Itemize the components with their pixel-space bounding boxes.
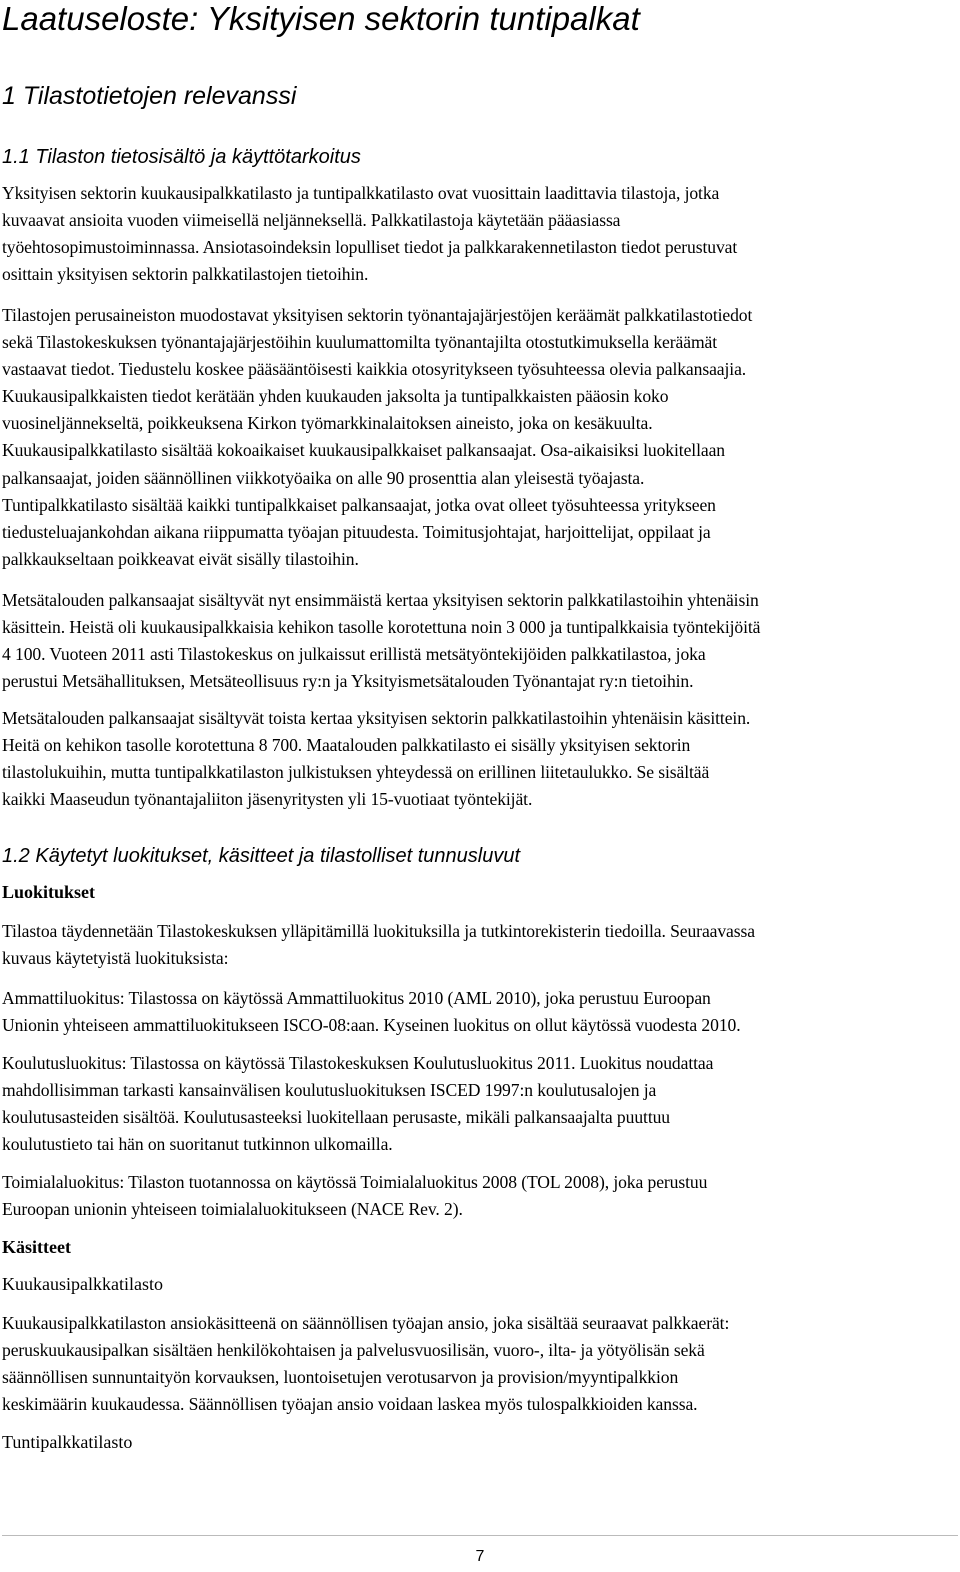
paragraph [2,918,958,972]
text-line: Koulutusluokitus: Tilastossa on käytössä Tilastokeskuksen Koulutusluokitus 2011. Luokitus noudattaa [2,1053,714,1073]
text-line: kuvaus käytetyistä luokituksista: [2,948,229,969]
text-line: Tuntipalkkatilasto sisältää kaikki tuntipalkkaiset palkansaajat, jotka ovat olleet työsuhteessa yritykseen [2,494,716,515]
text-line: Ammattiluokitus: Tilastossa on käytössä Ammattiluokitus 2010 (AML 2010), joka perustuu Euroopan [2,988,711,1008]
paragraph [2,180,958,288]
text-line: Kuukausipalkkaisten tiedot kerätään yhden kuukauden jaksolta ja tuntipalkkaisten pääosin koko [2,386,669,407]
text-line: palkkaukseltaan poikkeavat eivät sisälly tilastoihin. [2,548,359,569]
text-line: kaikki Maaseudun työnantajaliiton jäsenyritysten yli 15-vuotiaat työntekijät. [2,789,533,810]
paragraph [2,985,958,1039]
paragraph [2,1310,958,1418]
heading-luokitukset: Luokitukset [2,882,96,902]
paragraph [2,302,958,573]
paragraph [2,587,958,695]
text-line: Metsätalouden palkansaajat sisältyvät nyt ensimmäistä kertaa yksityisen sektorin palkkatilastoihin yhtenäisin [2,590,759,610]
text-line: käsittein. Heistä oli kuukausipalkkaisia kehikon tasolle korotettuna noin 3 000 ja tuntipalkkaisia työntekijöitä [2,617,761,638]
text-line: Tilastoa täydennetään Tilastokeskuksen ylläpitämillä luokituksilla ja tutkintorekisterin tiedoilla. Seuraavassa [2,921,755,941]
text-line: peruskuukausipalkan sisältäen henkilökohtaisen ja palvelusvuosilisän, vuoro-, ilta- ja yötyölisän sekä [2,1340,705,1361]
section-heading-1: 1 Tilastotietojen relevanssi [2,82,297,110]
text-line: palkansaajat, joiden säännöllinen viikkotyöaika on alle 90 prosenttia alan yleisestä työajasta. [2,467,645,488]
text-line: tilastolukuihin, mutta tuntipalkkatilaston julkistuksen yhteydessä on erillinen liitetaulukko. Se sisältää [2,762,710,783]
text-line: säännöllisen sunnuntaityön korvauksen, luontoisetujen verotusarvon ja provision/myyntipalkkion [2,1367,679,1388]
text-line: työehtosopimustoiminnassa. Ansiotasoindeksin lopulliset tiedot ja palkkarakennetilaston tiedot perustuvat [2,237,738,258]
heading-tuntipalkkatilasto: Tuntipalkkatilasto [2,1432,133,1452]
subsection-heading-1-2: 1.2 Käytetyt luokitukset, käsitteet ja tilastolliset tunnusluvut [2,845,521,867]
text-line: kuvaavat ansioita vuoden viimeisellä neljänneksellä. Palkkatilastoja käytetään pääasiassa [2,210,621,231]
text-line: Kuukausipalkkatilaston ansiokäsitteenä on säännöllisen työajan ansio, joka sisältää seuraavat palkkaerät: [2,1313,730,1333]
text-line: Unionin yhteiseen ammattiluokitukseen ISCO-08:aan. Kyseinen luokitus on ollut käytössä vuodesta 2010. [2,1015,741,1036]
text-line: tiedusteluajankohdan aikana riippumatta työajan pituudesta. Toimitusjohtajat, harjoittelijat, oppilaat ja [2,521,711,542]
text-line: Heitä on kehikon tasolle korotettuna 8 700. Maatalouden palkkatilasto ei sisälly yksityisen sektorin [2,735,691,756]
page-number: 7 [475,1548,485,1565]
paragraph [2,1050,958,1158]
text-line: Tilastojen perusaineiston muodostavat yksityisen sektorin työnantajajärjestöjen keräämät palkkatilastotiedot [2,305,753,325]
document-title: Laatuseloste: Yksityisen sektorin tuntipalkat [2,0,640,37]
heading-kasitteet: Käsitteet [2,1237,71,1257]
footer-divider [2,1535,958,1536]
text-line: perustui Metsähallituksen, Metsäteollisuus ry:n ja Yksityismetsätalouden Työnantajat ry:n tietoihin. [2,671,694,692]
text-line: mahdollisimman tarkasti kansainvälisen koulutusluokituksen ISCED 1997:n koulutusalojen ja [2,1080,657,1101]
text-line: Kuukausipalkkatilasto sisältää kokoaikaiset kuukausipalkkaiset palkansaajat. Osa-aikaisiksi luokitellaan [2,440,725,461]
text-line: sekä Tilastokeskuksen työnantajajärjestöihin kuulumattomilta työnantajilta otostutkimuksella keräämät [2,332,718,353]
text-line: osittain yksityisen sektorin palkkatilastojen tietoihin. [2,264,369,285]
paragraph [2,1169,958,1223]
text-line: Euroopan unionin yhteiseen toimialaluokitukseen (NACE Rev. 2). [2,1199,463,1220]
text-line: 4 100. Vuoteen 2011 asti Tilastokeskus on julkaissut erillistä metsätyöntekijöiden palkkatilastoa, joka [2,644,706,665]
text-line: Yksityisen sektorin kuukausipalkkatilasto ja tuntipalkkatilasto ovat vuosittain laadittavia tilastoja, jotka [2,183,720,203]
text-line: vuosineljännekseltä, poikkeuksena Kirkon työmarkkinalaitoksen aineisto, joka on kesäkuulta. [2,413,653,434]
subsection-heading-1-1: 1.1 Tilaston tietosisältö ja käyttötarkoitus [2,146,361,168]
paragraph [2,705,958,813]
text-line: Toimialaluokitus: Tilaston tuotannossa on käytössä Toimialaluokitus 2008 (TOL 2008), joka perustuu [2,1172,708,1192]
text-line: keskimäärin kuukaudessa. Säännöllisen työajan ansio voidaan laskea myös tulospalkkioiden kanssa. [2,1394,698,1415]
text-line: koulutusasteiden sisältöä. Koulutusasteeksi luokitellaan perusaste, mikäli palkansaajalta puuttuu [2,1107,670,1128]
text-line: Metsätalouden palkansaajat sisältyvät toista kertaa yksityisen sektorin palkkatilastoihin yhtenäisin käsittein. [2,708,751,728]
heading-kuukausipalkkatilasto: Kuukausipalkkatilasto [2,1274,163,1294]
text-line: koulutustieto tai hän on suoritanut tutkinnon ulkomailla. [2,1134,393,1155]
text-line: vastaavat tiedot. Tiedustelu koskee pääsääntöisesti kaikkia otosyritykseen työsuhteessa olevia palkansaajia. [2,359,747,380]
